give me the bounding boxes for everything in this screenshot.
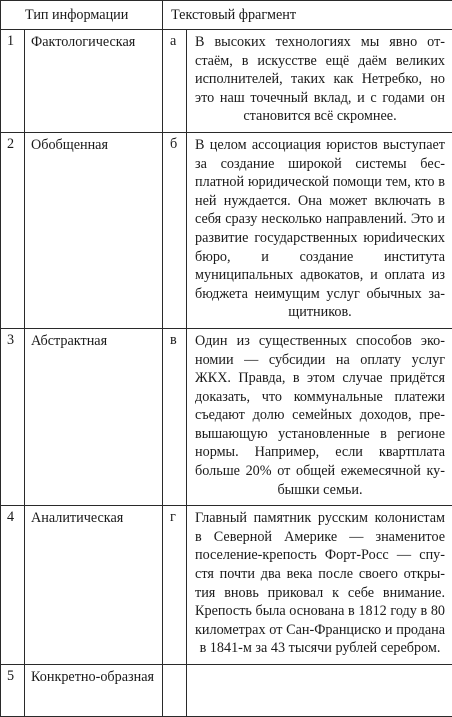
text-fragment-cell: Главный памятник русским колонистам в Северной Америке — знаменитое поселение-крепость Форт-Росс — спустя почти два века после своего открытия вновь приковал к себе внимание. Крепость была основана в 1812 году в 80 километрах от Сан-Франциско и продана в 1841-м за 43 тысячи рублей серебром. bbox=[187, 506, 452, 665]
table-row bbox=[1, 328, 452, 505]
row-number: 3 bbox=[1, 328, 25, 505]
header-info-type: Тип информации bbox=[1, 1, 163, 30]
row-number: 1 bbox=[1, 30, 25, 133]
table-row bbox=[1, 132, 452, 328]
fragment-letter bbox=[163, 665, 187, 717]
info-type-cell: Фактологическая bbox=[25, 30, 163, 133]
fragment-letter: г bbox=[163, 506, 187, 665]
info-type-cell: Конкретно-образная bbox=[25, 665, 163, 717]
row-number: 5 bbox=[1, 665, 25, 717]
text-fragment-cell: В целом ассоциация юристов выступает за создание широкой системы бесплатной юридической помощи тем, кто в ней нуждается. Она может включать в себя сразу несколько направлений. Это и развитие государственных юриdических бюро, и создание института муниципальных адвокатов, и оплата из бюджета неимущим услуг обычных защитников. bbox=[187, 132, 452, 328]
info-type-cell: Абстрактная bbox=[25, 328, 163, 505]
table-row bbox=[1, 506, 452, 665]
fragment-letter: в bbox=[163, 328, 187, 505]
fragment-letter: б bbox=[163, 132, 187, 328]
header-text-fragment: Текстовый фрагмент bbox=[163, 1, 452, 30]
table-row bbox=[1, 665, 452, 717]
fragment-letter: а bbox=[163, 30, 187, 133]
info-type-cell: Обобщенная bbox=[25, 132, 163, 328]
row-number: 4 bbox=[1, 506, 25, 665]
info-type-cell: Аналитическая bbox=[25, 506, 163, 665]
text-fragment-cell: Один из существенных способов экономии — субсидии на оплату услуг ЖКХ. Правда, в этом случае придётся доказать, что коммунальные платежи съедают долю семейных доходов, превышающую установленные в регионе нормы. Например, если квартплата больше 20% от общей ежемесячной кубышки семьи. bbox=[187, 328, 452, 505]
text-fragment-cell bbox=[187, 665, 452, 717]
table-header-row bbox=[1, 1, 452, 30]
table-row bbox=[1, 30, 452, 133]
text-fragment-cell: В высоких технологиях мы явно отстаём, в искусстве ещё даём великих исполнителей, таких как Нетребко, но это наш точечный вклад, и с годами он становится всё скромнее. bbox=[187, 30, 452, 133]
row-number: 2 bbox=[1, 132, 25, 328]
